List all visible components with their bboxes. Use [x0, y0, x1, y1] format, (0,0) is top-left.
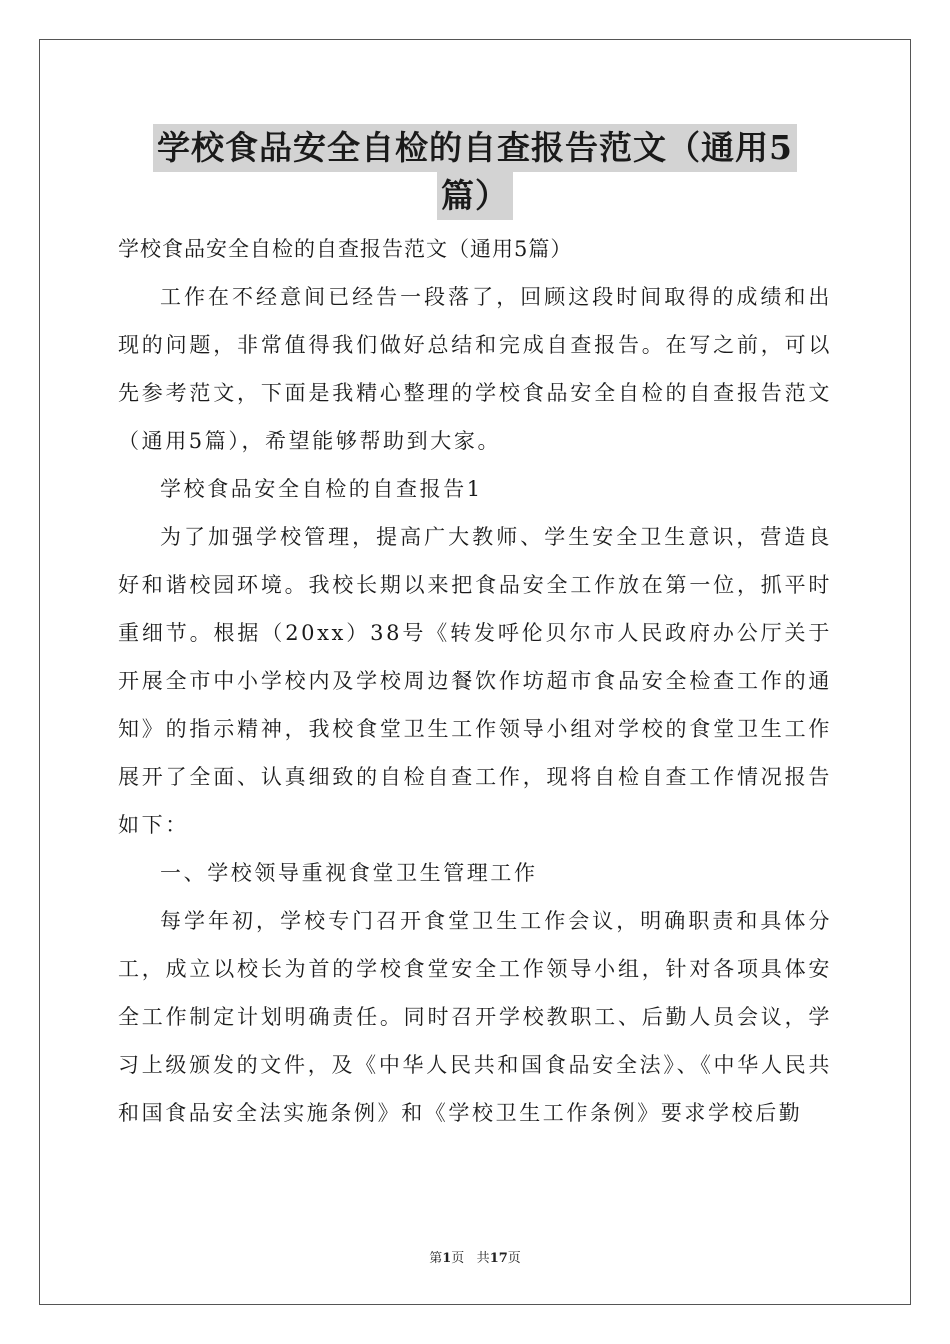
document-body: [118, 225, 832, 1137]
footer-total-pages: 17: [489, 1251, 508, 1266]
page-footer: [0, 1247, 950, 1266]
body-paragraph: 每学年初，学校专门召开食堂卫生工作会议，明确职责和具体分工，成立以校长为首的学校食堂安全工作领导小组，针对各项具体安全工作制定计划明确责任。同时召开学校教职工、后勤人员会议，学习上级颁发的文件，及《中华人民共和国食品安全法》、《中华人民共和国食品安全法实施条例》和《学校卫生工作条例》要求学校后勤: [118, 909, 832, 1125]
document-title: [118, 124, 832, 220]
subsection-heading: 一、学校领导重视食堂卫生管理工作: [160, 861, 538, 885]
title-line-2: 篇）: [437, 172, 513, 220]
body-paragraph: 为了加强学校管理，提高广大教师、学生安全卫生意识，营造良好和谐校园环境。我校长期以来把食品安全工作放在第一位，抓平时重细节。根据（20xx）38号《转发呼伦贝尔市人民政府办公厅关于开展全市中小学校内及学校周边餐饮作坊超市食品安全检查工作的通知》的指示精神，我校食堂卫生工作领导小组对学校的食堂卫生工作展开了全面、认真细致的自检自查工作，现将自检自查工作情况报告如下：: [118, 525, 832, 837]
title-line-1: 学校食品安全自检的自查报告范文（通用5: [153, 124, 797, 172]
footer-prefix: 第: [429, 1251, 443, 1266]
footer-page-suffix: 页: [451, 1251, 465, 1266]
footer-page-number: 1: [442, 1251, 452, 1266]
section-heading: 学校食品安全自检的自查报告1: [160, 477, 483, 501]
subtitle-paragraph: 学校食品安全自检的自查报告范文（通用5篇）: [118, 237, 573, 261]
footer-total-suffix: 页: [507, 1251, 521, 1266]
footer-total-prefix: 共: [476, 1251, 490, 1266]
intro-paragraph: 工作在不经意间已经告一段落了，回顾这段时间取得的成绩和出现的问题，非常值得我们做好总结和完成自查报告。在写之前，可以先参考范文，下面是我精心整理的学校食品安全自检的自查报告范文（通用5篇），希望能够帮助到大家。: [118, 285, 832, 453]
